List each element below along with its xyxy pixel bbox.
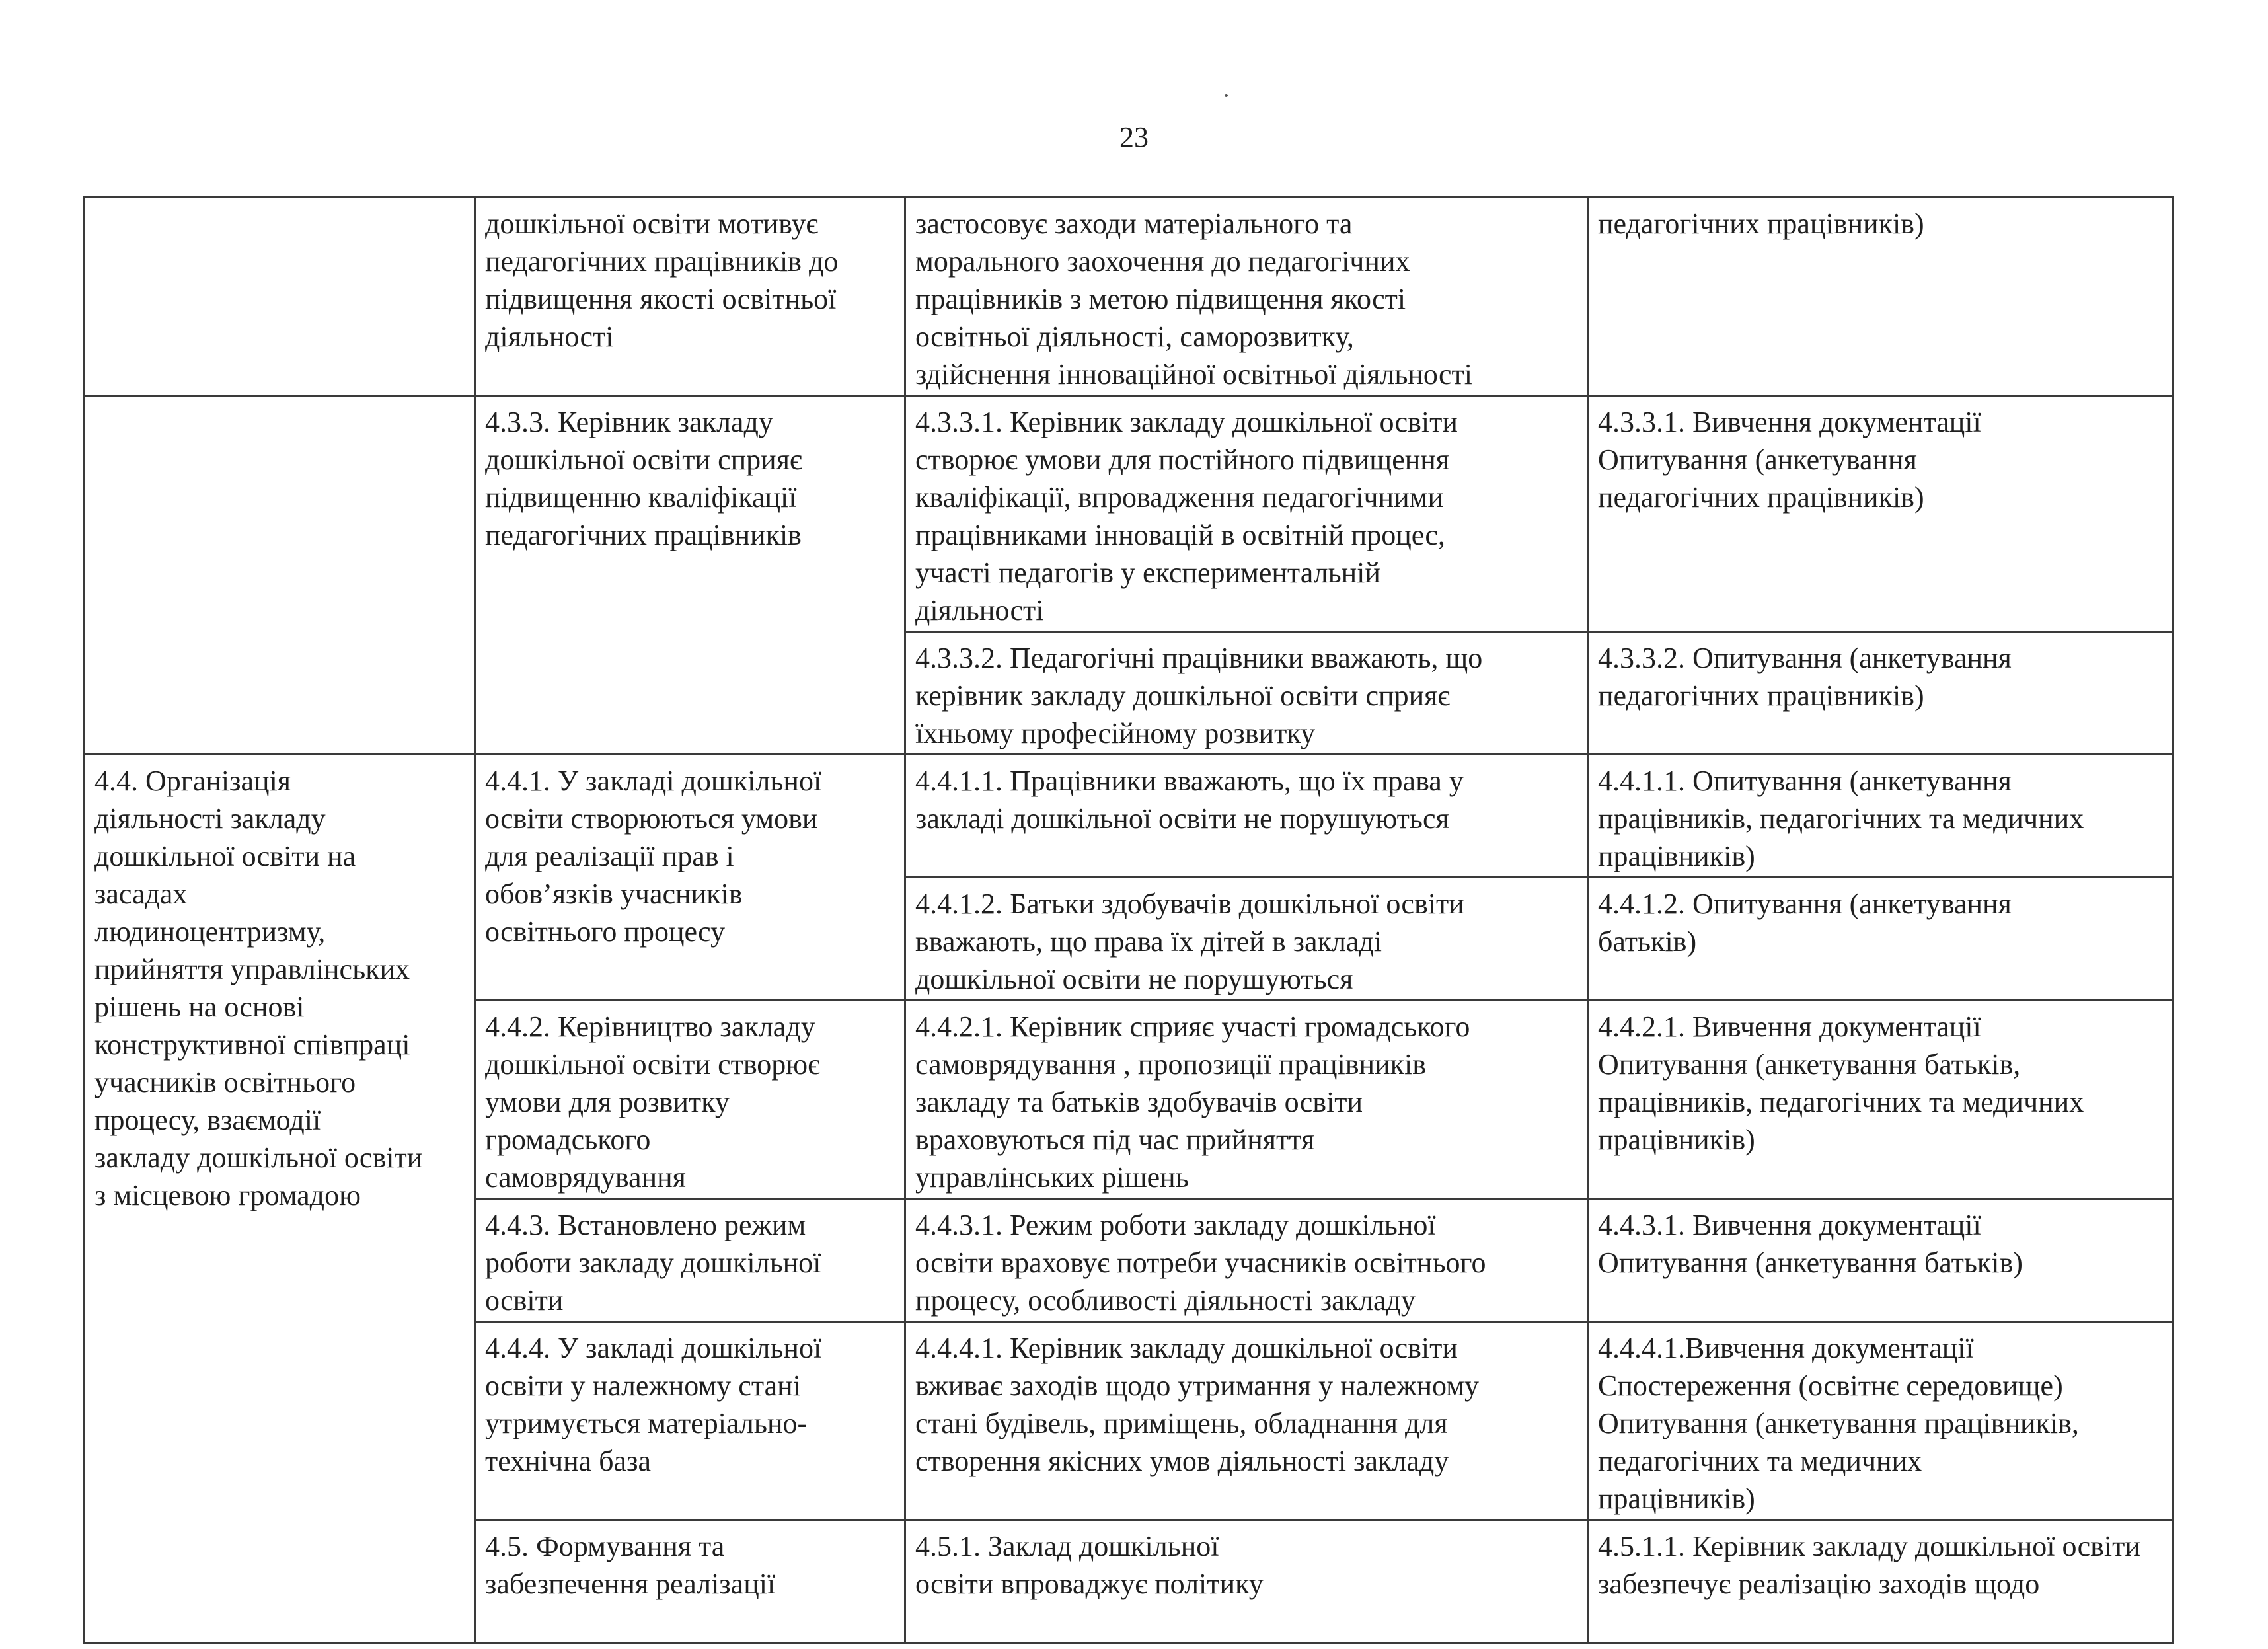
descriptor-cell: 4.3.3.2. Педагогічні працівники вважають, що керівник закладу дошкільної освіти сприяє їхньому професійному розвитку <box>905 632 1588 755</box>
descriptor-cell: 4.5.1.1. Керівник закладу дошкільної освіти забезпечує реалізацію заходів щодо <box>1588 1520 2174 1643</box>
indicator-cell: 4.4.1. У закладі дошкільної освіти створюються умови для реалізації прав і обов’язків учасників освітнього процесу <box>475 755 905 1001</box>
descriptor-cell: 4.3.3.1. Керівник закладу дошкільної освіти створює умови для постійного підвищення кваліфікації, впровадження педагогічними працівниками інновацій в освітній процес, участі педагогів у експериментальній діяльності <box>905 396 1588 632</box>
method-cell: 4.4.2.1. Вивчення документації Опитування (анкетування батьків, працівників, педагогічних та медичних працівників) <box>1588 1001 2174 1199</box>
table-row <box>85 755 2174 878</box>
method-cell: педагогічних працівників) <box>1588 198 2174 396</box>
indicator-cell: 4.4.2. Керівництво закладу дошкільної освіти створює умови для розвитку громадського самоврядування <box>475 1001 905 1199</box>
indicator-cell: 4.4.4. У закладі дошкільної освіти у належному стані утримується матеріально- технічна база <box>475 1322 905 1520</box>
descriptor-cell: 4.4.1.1. Працівники вважають, що їх права у закладі дошкільної освіти не порушуються <box>905 755 1588 878</box>
indicator-cell: 4.4.3. Встановлено режим роботи закладу дошкільної освіти <box>475 1199 905 1322</box>
descriptor-cell: 4.4.3.1. Режим роботи закладу дошкільної освіти враховує потреби учасників освітнього процесу, особливості діяльності закладу <box>905 1199 1588 1322</box>
method-cell: 4.3.3.2. Опитування (анкетування педагогічних працівників) <box>1588 632 2174 755</box>
criterion-cell: 4.4. Організація діяльності закладу дошкільної освіти на засадах людиноцентризму, прийняття управлінських рішень на основі конструктивної співпраці учасників освітнього процесу, взаємодії закладу дошкільної освіти з місцевою громадою <box>85 755 475 1643</box>
indicator-cell: дошкільної освіти мотивує педагогічних працівників до підвищення якості освітньої діяльності <box>475 198 905 396</box>
criteria-table <box>83 196 2174 1644</box>
method-cell: 4.4.1.1. Опитування (анкетування працівників, педагогічних та медичних працівників) <box>1588 755 2174 878</box>
method-cell: 4.4.4.1.Вивчення документації Спостереження (освітнє середовище) Опитування (анкетування працівників, педагогічних та медичних працівників) <box>1588 1322 2174 1520</box>
scan-speck <box>1225 94 1228 97</box>
descriptor-cell: 4.4.4.1. Керівник закладу дошкільної освіти вживає заходів щодо утримання у належному стані будівель, приміщень, обладнання для створення якісних умов діяльності закладу <box>905 1322 1588 1520</box>
criterion-cell <box>85 396 475 755</box>
method-cell: 4.3.3.1. Вивчення документації Опитування (анкетування педагогічних працівників) <box>1588 396 2174 632</box>
indicator-cell: 4.3.3. Керівник закладу дошкільної освіти сприяє підвищенню кваліфікації педагогічних працівників <box>475 396 905 755</box>
table-row <box>85 396 2174 632</box>
criterion-cell <box>85 198 475 396</box>
indicator-cell: 4.5.1. Заклад дошкільної освіти впроваджує політику <box>905 1520 1588 1643</box>
method-cell: 4.4.1.2. Опитування (анкетування батьків) <box>1588 878 2174 1001</box>
descriptor-cell: 4.4.2.1. Керівник сприяє участі громадського самоврядування , пропозиції працівників закладу та батьків здобувачів освіти враховуються під час прийняття управлінських рішень <box>905 1001 1588 1199</box>
table-row <box>85 198 2174 396</box>
descriptor-cell: 4.4.1.2. Батьки здобувачів дошкільної освіти вважають, що права їх дітей в закладі дошкільної освіти не порушуються <box>905 878 1588 1001</box>
page-number: 23 <box>1119 121 1149 153</box>
method-cell: 4.4.3.1. Вивчення документації Опитування (анкетування батьків) <box>1588 1199 2174 1322</box>
descriptor-cell: застосовує заходи матеріального та морального заохочення до педагогічних працівників з метою підвищення якості освітньої діяльності, саморозвитку, здійснення інноваційної освітньої діяльності <box>905 198 1588 396</box>
criterion-cell: 4.5. Формування та забезпечення реалізації <box>475 1520 905 1643</box>
